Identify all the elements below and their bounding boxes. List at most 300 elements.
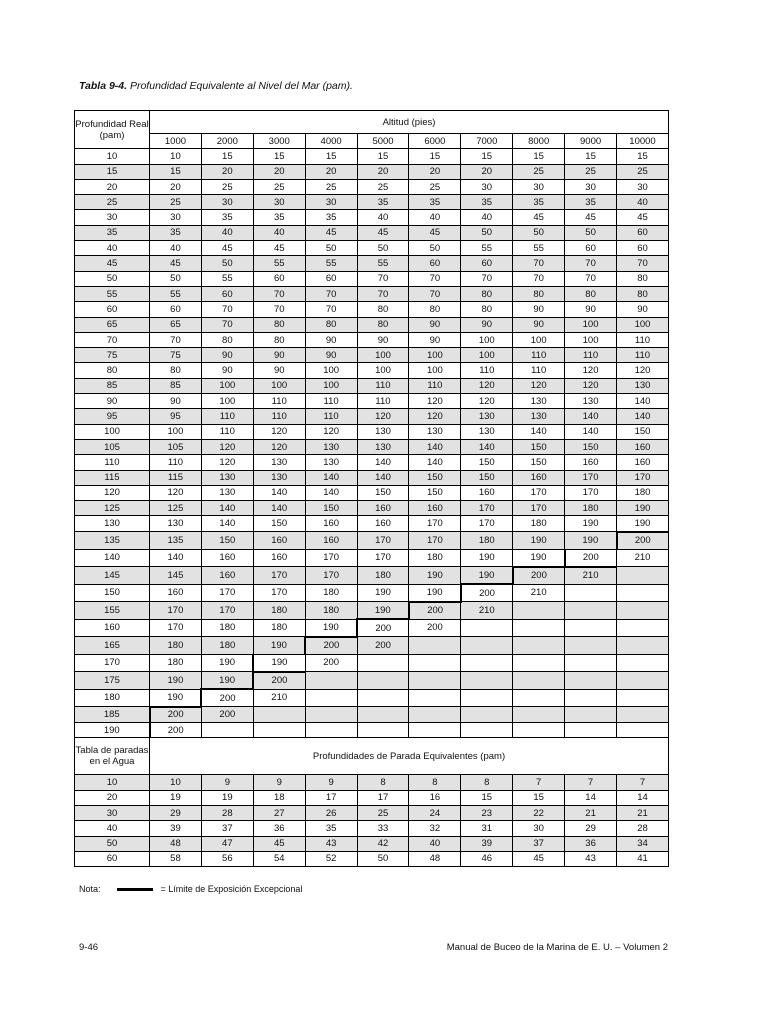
equivalent-depth-cell: 210 <box>617 549 669 567</box>
equivalent-stop-cell: 45 <box>253 836 305 851</box>
equivalent-depth-cell: 25 <box>565 164 617 179</box>
equivalent-depth-cell: 80 <box>617 286 669 301</box>
equivalent-depth-cell: 120 <box>201 455 253 470</box>
table-row <box>75 501 669 516</box>
equivalent-depth-cell: 45 <box>150 256 202 271</box>
equivalent-depth-cell: 150 <box>513 439 565 454</box>
equivalent-stop-cell: 29 <box>565 821 617 836</box>
equivalent-depth-cell <box>513 689 565 707</box>
equivalent-depth-cell: 120 <box>357 409 409 424</box>
equivalent-depth-cell <box>253 723 305 738</box>
real-depth-cell: 15 <box>75 164 150 179</box>
equivalent-stop-cell: 48 <box>150 836 202 851</box>
note <box>79 884 302 894</box>
equivalent-stop-cell: 33 <box>357 821 409 836</box>
equivalent-depth-cell: 160 <box>201 567 253 585</box>
equivalent-depth-cell: 50 <box>305 241 357 256</box>
header-altitudes-row <box>75 134 669 149</box>
equivalent-depth-cell: 70 <box>409 271 461 286</box>
equivalent-depth-cell: 40 <box>357 210 409 225</box>
equivalent-depth-cell: 50 <box>461 225 513 240</box>
equivalent-depth-cell: 80 <box>357 317 409 332</box>
equivalent-depth-cell: 25 <box>513 164 565 179</box>
table-row <box>75 637 669 655</box>
equivalent-depth-cell: 40 <box>617 195 669 210</box>
equivalent-depth-cell: 170 <box>357 549 409 567</box>
equivalent-stop-cell: 45 <box>513 851 565 866</box>
equivalent-stop-cell: 43 <box>565 851 617 866</box>
equivalent-depth-cell: 95 <box>150 409 202 424</box>
equivalent-stop-cell: 19 <box>150 790 202 805</box>
equivalent-depth-cell: 50 <box>357 241 409 256</box>
equivalent-depth-cell: 90 <box>201 363 253 378</box>
equivalent-depth-cell <box>513 723 565 738</box>
equivalent-stop-cell: 7 <box>565 775 617 790</box>
equivalent-depth-cell: 170 <box>305 567 357 585</box>
equivalent-depth-cell: 160 <box>253 549 305 567</box>
real-depth-cell: 190 <box>75 723 150 738</box>
header-real-depth: Profundidad Real (pam) <box>75 111 150 149</box>
equivalent-depth-cell: 60 <box>201 286 253 301</box>
equivalent-depth-cell <box>513 707 565 723</box>
table-caption <box>79 80 353 92</box>
equivalent-depth-cell: 140 <box>565 409 617 424</box>
equivalent-depth-cell: 190 <box>461 549 513 567</box>
equivalent-depth-cell <box>617 567 669 585</box>
equivalent-depth-cell: 160 <box>253 532 305 550</box>
stops-row <box>75 790 669 805</box>
stops-row <box>75 851 669 866</box>
real-depth-cell: 170 <box>75 654 150 672</box>
equivalent-depth-cell: 15 <box>409 149 461 164</box>
equivalent-depth-cell: 150 <box>461 455 513 470</box>
equivalent-depth-cell: 90 <box>461 317 513 332</box>
equivalent-depth-cell: 130 <box>201 470 253 485</box>
equivalent-depth-cell: 110 <box>305 409 357 424</box>
equivalent-depth-cell <box>461 707 513 723</box>
table-row <box>75 654 669 672</box>
equivalent-depth-cell: 100 <box>409 363 461 378</box>
equivalent-stop-cell: 18 <box>253 790 305 805</box>
equivalent-depth-cell <box>565 672 617 690</box>
equivalent-depth-cell <box>357 707 409 723</box>
equivalent-stop-cell: 41 <box>617 851 669 866</box>
equivalent-depth-cell: 180 <box>617 485 669 500</box>
equivalent-depth-cell: 40 <box>150 241 202 256</box>
equivalent-depth-cell: 130 <box>565 394 617 409</box>
header-altitude-cell: 4000 <box>305 134 357 149</box>
equivalent-depth-cell: 160 <box>617 455 669 470</box>
table-row <box>75 225 669 240</box>
equivalent-depth-cell: 190 <box>565 516 617 532</box>
equivalent-depth-cell: 120 <box>409 409 461 424</box>
real-depth-cell: 35 <box>75 225 150 240</box>
equivalent-depth-cell <box>565 707 617 723</box>
equivalent-depth-cell <box>513 672 565 690</box>
equivalent-depth-cell: 140 <box>409 439 461 454</box>
equivalent-depth-cell: 45 <box>253 241 305 256</box>
equivalent-depth-cell: 160 <box>617 439 669 454</box>
equivalent-depth-cell: 20 <box>305 164 357 179</box>
equivalent-depth-cell: 100 <box>461 332 513 347</box>
equivalent-depth-cell <box>409 723 461 738</box>
equivalent-depth-cell: 120 <box>461 378 513 393</box>
equivalent-stop-cell: 22 <box>513 805 565 820</box>
equivalent-depth-cell: 100 <box>201 378 253 393</box>
equivalent-depth-cell: 180 <box>409 549 461 567</box>
equivalent-depth-cell: 45 <box>409 225 461 240</box>
equivalent-depth-cell: 60 <box>461 256 513 271</box>
equivalent-depth-cell: 60 <box>409 256 461 271</box>
equivalent-depth-cell: 110 <box>565 348 617 363</box>
real-depth-cell: 130 <box>75 516 150 532</box>
equivalent-depth-cell: 170 <box>201 584 253 602</box>
equivalent-stop-cell: 28 <box>617 821 669 836</box>
page-number: 9-46 <box>79 942 99 953</box>
equivalent-depth-cell: 190 <box>150 672 202 690</box>
equivalent-depth-cell: 140 <box>201 516 253 532</box>
equivalent-depth-cell: 150 <box>565 439 617 454</box>
equivalent-depth-cell: 110 <box>461 363 513 378</box>
stop-depth-cell: 10 <box>75 775 150 790</box>
table-row <box>75 394 669 409</box>
equivalent-depth-cell <box>565 723 617 738</box>
equivalent-depth-cell: 80 <box>617 271 669 286</box>
equivalent-depth-cell: 130 <box>357 424 409 439</box>
equivalent-depth-cell <box>461 672 513 690</box>
real-depth-cell: 30 <box>75 210 150 225</box>
equivalent-depth-cell: 130 <box>305 439 357 454</box>
equivalent-depth-cell: 80 <box>253 332 305 347</box>
equivalent-depth-cell: 15 <box>253 149 305 164</box>
table-row <box>75 348 669 363</box>
equivalent-depth-cell <box>461 619 513 637</box>
equivalent-depth-cell <box>357 654 409 672</box>
equivalent-depth-cell: 190 <box>513 549 565 567</box>
equivalent-depth-cell: 20 <box>409 164 461 179</box>
equivalent-depth-cell: 150 <box>617 424 669 439</box>
equivalent-depth-cell: 180 <box>461 532 513 550</box>
equivalent-depth-cell: 110 <box>253 409 305 424</box>
equivalent-depth-cell: 70 <box>617 256 669 271</box>
equivalent-depth-cell: 170 <box>617 470 669 485</box>
equivalent-depth-cell: 90 <box>201 348 253 363</box>
equivalent-depth-cell: 80 <box>357 302 409 317</box>
equivalent-depth-cell: 70 <box>201 302 253 317</box>
equivalent-depth-cell: 130 <box>253 455 305 470</box>
equivalent-depth-cell: 200 <box>150 707 202 723</box>
stop-depth-cell: 50 <box>75 836 150 851</box>
table-row <box>75 256 669 271</box>
stop-depth-cell: 30 <box>75 805 150 820</box>
equivalent-depth-cell: 15 <box>150 164 202 179</box>
equivalent-depth-cell: 60 <box>150 302 202 317</box>
equivalent-depth-cell: 170 <box>253 584 305 602</box>
equivalent-depth-cell: 210 <box>565 567 617 585</box>
header-altitude-cell: 1000 <box>150 134 202 149</box>
equivalent-depth-cell: 120 <box>253 439 305 454</box>
equivalent-depth-cell: 150 <box>305 501 357 516</box>
table-row <box>75 286 669 301</box>
table-row <box>75 409 669 424</box>
equivalent-depth-cell: 190 <box>565 532 617 550</box>
equivalent-depth-cell: 70 <box>409 286 461 301</box>
equivalent-depth-cell: 170 <box>513 501 565 516</box>
equivalent-depth-cell: 110 <box>357 378 409 393</box>
real-depth-cell: 180 <box>75 689 150 707</box>
equivalent-depth-cell: 100 <box>617 317 669 332</box>
equivalent-depth-cell: 55 <box>253 256 305 271</box>
equivalent-depth-cell: 140 <box>617 409 669 424</box>
equivalent-depth-cell: 110 <box>253 394 305 409</box>
equivalent-depth-cell: 20 <box>150 179 202 194</box>
stops-header-title: Profundidades de Parada Equivalentes (pam) <box>150 738 669 775</box>
equivalent-depth-cell: 80 <box>461 286 513 301</box>
equivalent-depth-cell <box>513 654 565 672</box>
equivalent-depth-cell: 110 <box>409 378 461 393</box>
equivalent-depth-cell <box>617 723 669 738</box>
equivalent-stop-cell: 19 <box>201 790 253 805</box>
real-depth-cell: 45 <box>75 256 150 271</box>
equivalent-depth-cell: 170 <box>357 532 409 550</box>
real-depth-cell: 160 <box>75 619 150 637</box>
equivalent-depth-cell: 70 <box>357 286 409 301</box>
equivalent-depth-cell: 210 <box>461 602 513 620</box>
equivalent-stop-cell: 36 <box>253 821 305 836</box>
real-depth-cell: 185 <box>75 707 150 723</box>
equivalent-depth-cell: 180 <box>305 584 357 602</box>
table-row <box>75 149 669 164</box>
table-row <box>75 549 669 567</box>
equivalent-stop-cell: 7 <box>617 775 669 790</box>
equivalent-depth-cell: 210 <box>253 689 305 707</box>
equivalent-depth-cell: 70 <box>461 271 513 286</box>
table-row <box>75 567 669 585</box>
equivalent-depth-cell: 80 <box>253 317 305 332</box>
equivalent-depth-cell: 70 <box>305 302 357 317</box>
equivalent-stop-cell: 9 <box>201 775 253 790</box>
equivalent-depth-cell: 140 <box>253 485 305 500</box>
equivalent-depth-cell: 30 <box>461 179 513 194</box>
stops-header-first: Tabla de paradas en el Agua <box>75 738 150 775</box>
equivalent-depth-cell: 110 <box>513 348 565 363</box>
equivalent-depth-cell: 190 <box>409 584 461 602</box>
equivalent-depth-cell <box>409 637 461 655</box>
equivalent-depth-cell: 170 <box>409 532 461 550</box>
equivalent-depth-cell: 100 <box>253 378 305 393</box>
equivalent-depth-cell <box>565 584 617 602</box>
equivalent-depth-cell <box>409 689 461 707</box>
header-altitude-cell: 3000 <box>253 134 305 149</box>
equivalent-depth-cell: 200 <box>253 672 305 690</box>
equivalent-depth-cell: 180 <box>357 567 409 585</box>
equivalent-depth-cell: 55 <box>513 241 565 256</box>
equivalent-depth-cell: 100 <box>305 363 357 378</box>
equivalent-stop-cell: 21 <box>565 805 617 820</box>
real-depth-cell: 25 <box>75 195 150 210</box>
equivalent-stop-cell: 9 <box>253 775 305 790</box>
equivalent-depth-cell: 80 <box>513 286 565 301</box>
table-row <box>75 455 669 470</box>
equivalent-depth-cell: 100 <box>565 332 617 347</box>
equivalent-depth-cell: 40 <box>461 210 513 225</box>
equivalent-depth-cell: 180 <box>253 619 305 637</box>
equivalent-depth-cell: 105 <box>150 439 202 454</box>
equivalent-depth-cell: 30 <box>150 210 202 225</box>
table-row <box>75 723 669 738</box>
equivalent-depth-cell: 100 <box>150 424 202 439</box>
equivalent-depth-cell: 110 <box>617 348 669 363</box>
equivalent-depth-cell: 190 <box>253 654 305 672</box>
equivalent-depth-cell: 140 <box>357 470 409 485</box>
table-row <box>75 424 669 439</box>
real-depth-cell: 20 <box>75 179 150 194</box>
equivalent-stop-cell: 17 <box>357 790 409 805</box>
table-row <box>75 516 669 532</box>
equivalent-depth-cell <box>617 654 669 672</box>
equivalent-depth-cell: 130 <box>201 485 253 500</box>
equivalent-depth-cell: 40 <box>201 225 253 240</box>
equivalent-depth-cell: 170 <box>305 549 357 567</box>
equivalent-depth-cell: 20 <box>461 164 513 179</box>
equivalent-depth-cell: 120 <box>409 394 461 409</box>
equivalent-depth-cell <box>461 689 513 707</box>
equivalent-depth-cell <box>565 619 617 637</box>
equivalent-depth-cell: 130 <box>461 409 513 424</box>
equivalent-depth-cell: 200 <box>201 707 253 723</box>
equivalent-stop-cell: 17 <box>305 790 357 805</box>
equivalent-depth-cell <box>617 584 669 602</box>
equivalent-depth-cell: 160 <box>305 532 357 550</box>
equivalent-depth-cell: 100 <box>201 394 253 409</box>
table-row <box>75 707 669 723</box>
real-depth-cell: 70 <box>75 332 150 347</box>
equivalent-depth-cell: 170 <box>461 516 513 532</box>
equivalent-depth-cell: 210 <box>513 584 565 602</box>
equivalent-stop-cell: 14 <box>565 790 617 805</box>
real-depth-cell: 50 <box>75 271 150 286</box>
table-row <box>75 602 669 620</box>
table-row <box>75 210 669 225</box>
real-depth-cell: 100 <box>75 424 150 439</box>
equivalent-depth-cell: 110 <box>513 363 565 378</box>
equivalent-depth-cell: 80 <box>461 302 513 317</box>
table-row <box>75 164 669 179</box>
equivalent-depth-cell: 75 <box>150 348 202 363</box>
equivalent-stop-cell: 30 <box>513 821 565 836</box>
equivalent-depth-cell: 170 <box>150 602 202 620</box>
equivalent-depth-cell: 140 <box>617 394 669 409</box>
equivalent-depth-cell: 110 <box>150 455 202 470</box>
equivalent-depth-cell: 90 <box>253 363 305 378</box>
table-row <box>75 332 669 347</box>
equivalent-depth-cell: 150 <box>513 455 565 470</box>
equivalent-depth-cell: 170 <box>150 619 202 637</box>
equivalent-depth-cell: 45 <box>617 210 669 225</box>
equivalent-stop-cell: 29 <box>150 805 202 820</box>
equivalent-stop-cell: 37 <box>513 836 565 851</box>
equivalent-stop-cell: 27 <box>253 805 305 820</box>
equivalent-depth-cell: 180 <box>253 602 305 620</box>
equivalent-depth-cell: 140 <box>513 424 565 439</box>
equivalent-depth-cell: 80 <box>201 332 253 347</box>
equivalent-depth-cell: 70 <box>357 271 409 286</box>
equivalent-depth-cell: 200 <box>513 567 565 585</box>
equivalent-stop-cell: 50 <box>357 851 409 866</box>
real-depth-cell: 115 <box>75 470 150 485</box>
equivalent-stop-cell: 40 <box>409 836 461 851</box>
stop-depth-cell: 60 <box>75 851 150 866</box>
header-altitude-cell: 10000 <box>617 134 669 149</box>
equivalent-depth-cell: 110 <box>617 332 669 347</box>
equivalent-stop-cell: 25 <box>357 805 409 820</box>
equivalent-stop-cell: 36 <box>565 836 617 851</box>
equivalent-depth-cell <box>305 689 357 707</box>
equivalent-depth-cell: 170 <box>461 501 513 516</box>
table-row <box>75 195 669 210</box>
equivalent-stop-cell: 15 <box>461 790 513 805</box>
equivalent-depth-cell: 20 <box>201 164 253 179</box>
table-row <box>75 619 669 637</box>
equivalent-stop-cell: 14 <box>617 790 669 805</box>
equivalent-depth-cell: 80 <box>565 286 617 301</box>
equivalent-depth-cell <box>357 723 409 738</box>
equivalent-depth-cell: 70 <box>513 256 565 271</box>
equivalent-stop-cell: 48 <box>409 851 461 866</box>
equivalent-depth-cell: 140 <box>253 501 305 516</box>
equivalent-depth-cell <box>513 637 565 655</box>
equivalent-depth-cell: 190 <box>305 619 357 637</box>
equivalent-depth-cell: 170 <box>565 470 617 485</box>
real-depth-cell: 65 <box>75 317 150 332</box>
header-altitude-cell: 5000 <box>357 134 409 149</box>
equivalent-depth-cell: 55 <box>461 241 513 256</box>
equivalent-stop-cell: 8 <box>409 775 461 790</box>
equivalent-depth-cell: 190 <box>617 516 669 532</box>
equivalent-depth-cell: 170 <box>409 516 461 532</box>
equivalent-depth-cell <box>565 602 617 620</box>
equivalent-depth-cell <box>305 672 357 690</box>
equivalent-depth-cell: 25 <box>201 179 253 194</box>
equivalent-depth-cell: 90 <box>409 317 461 332</box>
equivalent-depth-cell: 160 <box>357 516 409 532</box>
equivalent-depth-cell: 200 <box>565 549 617 567</box>
equivalent-depth-cell: 140 <box>201 501 253 516</box>
real-depth-cell: 105 <box>75 439 150 454</box>
equivalent-depth-cell: 200 <box>357 637 409 655</box>
table-row <box>75 302 669 317</box>
equivalent-depth-cell: 130 <box>513 409 565 424</box>
equivalent-depth-cell: 130 <box>461 424 513 439</box>
equivalent-depth-cell: 200 <box>409 602 461 620</box>
equivalent-depth-cell: 140 <box>150 549 202 567</box>
real-depth-cell: 110 <box>75 455 150 470</box>
equivalent-depth-cell: 130 <box>357 439 409 454</box>
equivalent-depth-cell: 140 <box>305 485 357 500</box>
equivalent-depth-cell: 70 <box>150 332 202 347</box>
equivalent-depth-cell <box>461 637 513 655</box>
equivalent-depth-cell: 160 <box>201 549 253 567</box>
header-altitude-cell: 8000 <box>513 134 565 149</box>
equivalent-depth-cell: 200 <box>409 619 461 637</box>
equivalent-depth-cell: 100 <box>409 348 461 363</box>
equivalent-depth-cell: 130 <box>305 455 357 470</box>
equivalent-depth-cell: 70 <box>253 286 305 301</box>
equivalent-stop-cell: 23 <box>461 805 513 820</box>
equivalent-depth-cell: 120 <box>201 439 253 454</box>
equivalent-depth-cell: 190 <box>617 501 669 516</box>
equivalent-depth-cell: 200 <box>150 723 202 738</box>
